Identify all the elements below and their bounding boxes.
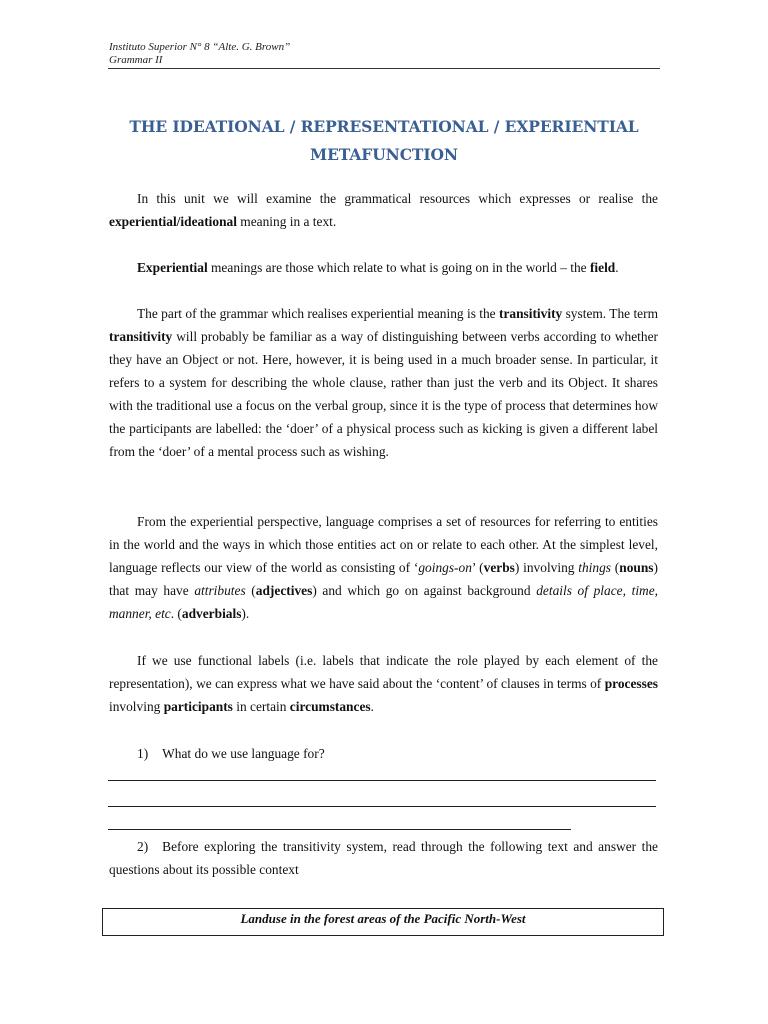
perspective-text-2: ’ ( — [471, 560, 484, 575]
transitivity-text-1: The part of the grammar which realises experiential meaning is the — [137, 306, 499, 321]
experiential-bold-term: Experiential — [137, 260, 208, 275]
question-2-number: 2) — [137, 839, 149, 854]
perspective-text-1: From the experiential perspective, language comprises a set of resources for referring to entities in the world and the ways in which those entities act on or relate to each other. At the simplest level, language reflects our view of the world as consisting of ‘ — [109, 514, 658, 575]
text-title-box — [102, 908, 664, 936]
document-header — [109, 41, 659, 67]
question-1 — [137, 742, 325, 765]
details-term: details of place, time, manner, etc — [109, 583, 658, 621]
answer-line-1[interactable] — [108, 780, 656, 781]
page-title-line-1: THE IDEATIONAL / REPRESENTATIONAL / EXPERIENTIAL — [129, 117, 639, 136]
transitivity-text-2: system. The term — [562, 306, 658, 321]
question-2 — [109, 835, 658, 881]
functional-text-2: involving — [109, 699, 164, 714]
nouns-term: nouns — [619, 560, 654, 575]
question-1-text: What do we use language for? — [162, 746, 325, 761]
answer-line-2[interactable] — [108, 806, 656, 807]
things-term: things — [578, 560, 612, 575]
intro-bold-term: experiential/ideational — [109, 214, 237, 229]
functional-text-4: . — [370, 699, 374, 714]
perspective-text-3: ) involving — [514, 560, 579, 575]
question-2-text: Before exploring the transitivity system, read through the following text and answer the questions about its possible context — [109, 839, 658, 877]
perspective-text-6: ( — [245, 583, 256, 598]
transitivity-bold-term-2: transitivity — [109, 329, 173, 344]
perspective-text-8: . ( — [170, 606, 182, 621]
text-title: Landuse in the forest areas of the Pacific North-West — [240, 911, 526, 926]
circumstances-term: circumstances — [289, 699, 371, 714]
answer-line-3[interactable] — [108, 829, 571, 830]
transitivity-text-3: will probably be familiar as a way of distinguishing between verbs according to whether they have an Object or not. Here, however, it is being used in a much broader sense. In particular, it refers to a system for describing the whole clause, rather than just the verb and its Object. It shares with the traditional use a focus on the verbal group, since it is the type of process that determines how the participants are labelled: the ‘doer’ of a physical process such as kicking is given a different label from the ‘doer’ of a mental process such as wishing. — [109, 329, 658, 459]
perspective-text-7: ) and which go on against background — [312, 583, 537, 598]
participants-term: participants — [163, 699, 233, 714]
intro-text-1: In this unit we will examine the grammatical resources which expresses or realise the — [137, 191, 658, 206]
attributes-term: attributes — [194, 583, 246, 598]
processes-term: processes — [604, 676, 658, 691]
functional-text-1: If we use functional labels (i.e. labels that indicate the role played by each element of the representation), we can express what we have said about the ‘content’ of clauses in terms of — [109, 653, 658, 691]
experiential-text-1: meanings are those which relate to what is going on in the world – the — [207, 260, 590, 275]
intro-paragraph — [109, 187, 658, 233]
header-course: Grammar II — [109, 54, 163, 66]
header-divider — [108, 68, 660, 69]
transitivity-paragraph — [109, 302, 658, 463]
page-title — [108, 113, 660, 169]
transitivity-bold-term-1: transitivity — [499, 306, 563, 321]
perspective-text-5: ) that may have — [109, 560, 658, 598]
goings-on-term: goings-on — [418, 560, 472, 575]
question-1-number: 1) — [137, 746, 149, 761]
field-bold-term: field — [589, 260, 616, 275]
functional-text-3: in certain — [232, 699, 290, 714]
adjectives-term: adjectives — [255, 583, 313, 598]
header-institution: Instituto Superior N° 8 “Alte. G. Brown” — [109, 41, 291, 53]
perspective-text-4: ( — [611, 560, 620, 575]
experiential-perspective-paragraph — [109, 510, 658, 625]
adverbials-term: adverbials — [181, 606, 242, 621]
page-title-line-2: METAFUNCTION — [310, 145, 458, 164]
experiential-definition-paragraph — [109, 256, 658, 279]
experiential-text-2: . — [615, 260, 619, 275]
intro-text-2: meaning in a text. — [236, 214, 337, 229]
verbs-term: verbs — [483, 560, 515, 575]
functional-labels-paragraph — [109, 649, 658, 718]
perspective-text-9: ). — [241, 606, 250, 621]
